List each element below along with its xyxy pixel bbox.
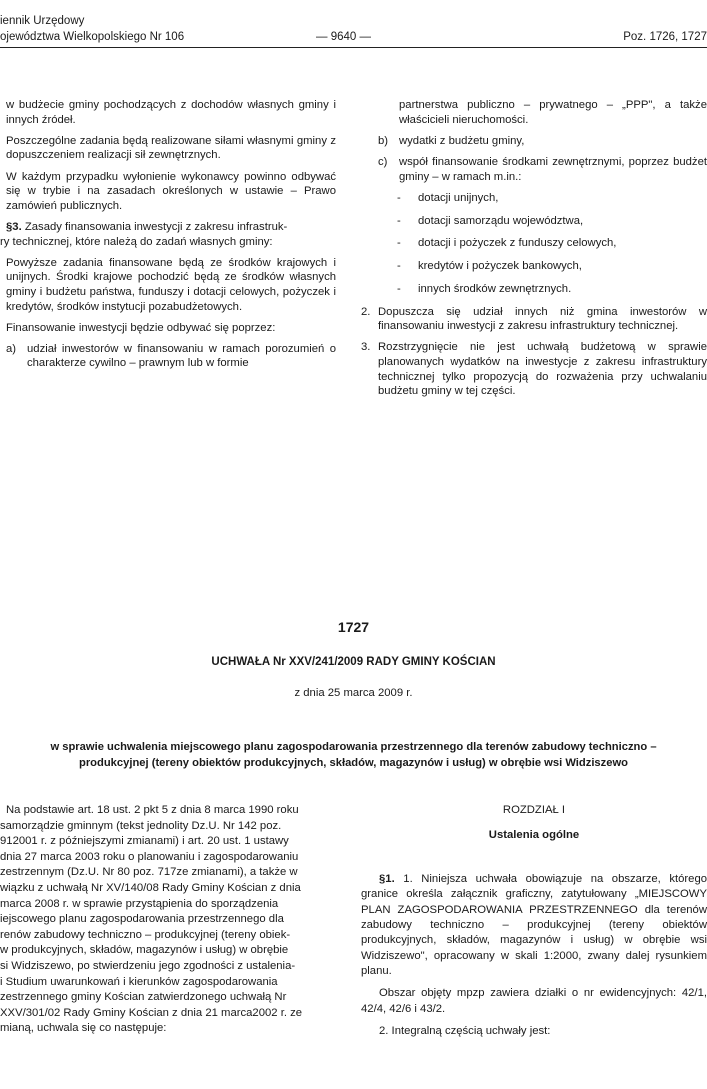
dash-text: dotacji unijnych, [418,191,499,204]
list-text: Rozstrzygnięcie nie jest uchwałą budżetową w sprawie planowanych wydatków na inwestycje z zakresu infrastruktury technicznej tylko propozycją do rozważenia przy uchwalaniu budżetu gminy w tej części. [378,341,707,398]
journal-title-line1: iennik Urzędowy [0,15,85,27]
dash-item [361,282,707,297]
preamble-line: w produkcyjnych, składów, magazynów i usług) w obrębie [0,944,289,957]
list-text: współ finansowanie środkami zewnętrznymi, poprzez budżet gminy – w ramach m.in.: [399,155,707,183]
preamble-line: si Widziszewo, po stwierdzeniu jego zgodności z ustalenia- [0,959,296,972]
paragraph: Obszar objęty mpzp zawiera działki o nr ewidencyjnych: 42/1, 42/4, 42/6 i 43/2. [361,987,707,1015]
section-mark: §1. [379,872,395,885]
preamble-line: renów zabudowy techniczno – produkcyjnej (tereny obiek- [0,928,291,941]
list-text: wydatki z budżetu gminy, [399,134,525,147]
list-label: b) [378,134,389,147]
preamble-line: Na podstawie art. 18 ust. 2 pkt 5 z dnia 8 marca 1990 roku [6,804,299,816]
paragraph-continuation: partnerstwa publiczno – prywatnego – „PPP", a także właścicieli nieruchomości. [399,99,707,126]
list-label: 3. [361,341,371,354]
dash-text: dotacji samorządu województwa, [418,214,584,227]
preamble-line: i Studium uwarunkowań i kierunków zagospodarowania [0,975,278,988]
preamble-line: zestrzennego gminy Kościan zatwierdzonego uchwałą Nr [0,991,287,1004]
list-text: Dopuszcza się udział innych niż gmina inwestorów w finansowaniu inwestycji z zakresu infrastruktury technicznej. [378,305,707,333]
preamble [0,803,338,1037]
dash-text: dotacji i pożyczek z funduszy celowych, [418,237,617,250]
paragraph: W każdym przypadku wyłonienie wykonawcy powinno odbywać się w trybie i na zasadach określonych w ustawie – Prawo zamówień publicznych. [6,170,336,212]
dash-item [361,191,707,206]
numbered-item-2 [361,305,707,334]
list-item-c [361,155,707,184]
page-number: — 9640 — [316,31,371,43]
list-text: udział inwestorów w finansowaniu w ramach porozumień o charakterze cywilno – prawnym lub w formie [27,342,336,370]
dash-text: kredytów i pożyczek bankowych, [418,260,582,273]
header-rule [0,47,707,48]
section-3-heading [0,220,336,249]
position-number: Poz. 1726, 1727 [623,31,707,43]
dash-text: innych środków zewnętrznych. [418,282,572,295]
act-title: UCHWAŁA Nr XXV/241/2009 RADY GMINY KOŚCIAN [211,656,496,668]
dash-item [361,214,707,229]
right-column-top [361,98,707,405]
chapter-title: Ustalenia ogólne [488,829,580,842]
preamble-line: iejscowego planu zagospodarowania przestrzennego dla [0,913,284,926]
dash-item [361,259,707,274]
paragraph: Poszczególne zadania będą realizowane siłami własnymi gminy z dopuszczeniem realizacji sił zewnętrznych. [6,134,336,162]
numbered-paragraph: 2. Integralną częścią uchwały jest: [379,1024,551,1037]
dash-item [361,236,707,251]
preamble-line: samorządzie gminnym (tekst jednolity Dz.U. Nr 142 poz. [0,819,282,832]
paragraph: Finansowanie inwestycji będzie odbywać się poprzez: [6,321,276,334]
act-number: 1727 [337,619,370,635]
preamble-line: XXV/301/02 Rady Gminy Kościan z dnia 21 marca2002 r. ze [0,1006,303,1019]
left-column-top [0,98,336,378]
chapter-heading: ROZDZIAŁ I [502,804,566,816]
list-item-a [0,342,336,371]
dash-bullet: - [397,282,401,295]
numbered-item-3 [361,340,707,398]
act-subject-line2: produkcyjnej (tereny obiektów produkcyjnych, składów, magazynów i usług) w obrębie wsi Widziszewo [78,757,629,769]
paragraph: w budżecie gminy pochodzących z dochodów własnych gminy i innych źródeł. [6,99,336,126]
dash-bullet: - [397,214,401,227]
preamble-line: zestrzennym (Dz.U. Nr 80 poz. 717ze zmianami), a także w [0,866,298,879]
paragraph: Powyższe zadania finansowane będą ze środków krajowych i unijnych. Środki krajowe pochodzić będą ze środków własnych gminy i budżetu państwa, funduszy i dotacji celowych, pożyczek i kredytów, środków instytucji pozabudżetowych. [6,256,336,313]
preamble-line: mianą, uchwala się co następuje: [0,1022,167,1035]
section-mark: §3. [6,220,22,233]
journal-title-line2: ojewództwa Wielkopolskiego Nr 106 [0,31,185,43]
list-label: 2. [361,305,371,318]
act-subject-line1: w sprawie uchwalenia miejscowego planu zagospodarowania przestrzennego dla terenów zabudowy techniczno – [50,741,657,753]
preamble-line: dnia 27 marca 2003 roku o planowaniu i zagospodarowaniu [0,850,299,863]
section-1-text: 1. Niniejsza uchwała obowiązuje na obszarze, którego granice określa załącznik graficzny, zatytułowany „MIEJSCOWY PLAN ZAGOSPODAROWANIA PRZESTRZENNEGO dla terenów zabudowy techniczno – produkcyjnej (tereny obiektów produkcyjnych, składów, magazynów i usług) w obrębie wsi Widziszewo", opracowany w skali 1:2000, zwany dalej rysunkiem planu. [361,872,707,978]
section-3-line2: ry technicznej, które należą do zadań własnych gminy: [0,235,273,248]
dash-bullet: - [397,260,401,273]
preamble-line: marca 2008 r. w sprawie przystąpienia do sporządzenia [0,897,279,910]
list-item-b [361,134,707,149]
act-subject [0,739,707,771]
dash-bullet: - [397,191,401,204]
act-date: z dnia 25 marca 2009 r. [294,687,413,699]
right-column-bottom [361,803,707,1046]
list-label: a) [6,342,17,355]
preamble-line: wiązku z uchwałą Nr XV/140/08 Rady Gminy Kościan z dnia [0,881,301,894]
section-1-paragraph [361,872,707,980]
dash-bullet: - [397,237,401,250]
list-label: c) [378,155,388,168]
section-3-line1: Zasady finansowania inwestycji z zakresu infrastruk- [24,220,288,233]
preamble-line: 912001 r. z późniejszymi zmianami) i art. 20 ust. 1 ustawy [0,835,289,848]
